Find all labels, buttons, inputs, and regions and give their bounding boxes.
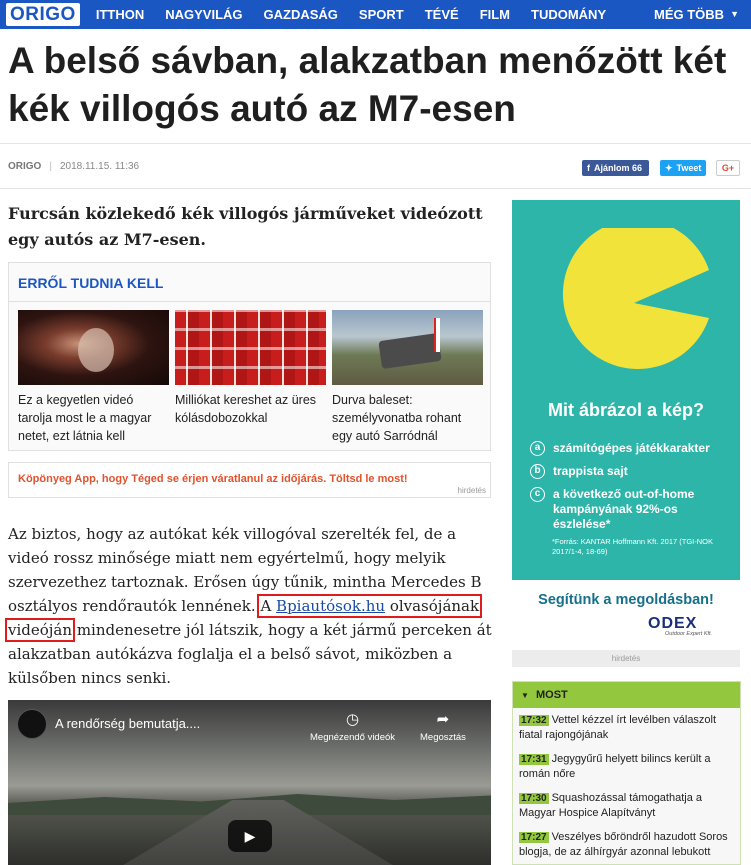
meta-separator: | <box>49 160 52 172</box>
tweet-label: Tweet <box>676 163 702 173</box>
news-item[interactable] <box>513 708 740 747</box>
card-image-accident[interactable] <box>332 310 483 385</box>
share-arrow-icon: ➦ <box>436 711 450 728</box>
pie-shape <box>563 228 709 369</box>
article-date: 2018.11.15. 11:36 <box>59 160 140 172</box>
facebook-icon: f <box>587 163 590 173</box>
option-text: számítógépes játékkarakter <box>553 441 710 455</box>
image-can-rows <box>175 310 326 385</box>
option-letter: b <box>530 464 545 479</box>
bpiautosok-link[interactable]: Bpiautósok.hu <box>276 597 386 615</box>
video-player[interactable] <box>8 700 491 865</box>
ad-fine-print: *Forrás: KANTAR Hoffmann Kft. 2017 (TGI-NOK 2017/1-4, 18-69) <box>552 537 714 556</box>
sidebar-ad-label: hirdetés <box>512 650 740 667</box>
play-icon: ▶ <box>244 828 256 844</box>
news-text[interactable]: Vettel kézzel írt levélben válaszolt fiatal rajongójának <box>519 714 717 741</box>
image-face-shape <box>78 328 114 372</box>
news-text[interactable]: Jegygyűrű helyett bilincs került a román nőre <box>519 753 711 780</box>
nav-item-gazdasag[interactable]: GAZDASÁG <box>263 7 338 22</box>
nav-more-label: MÉG TÖBB <box>654 7 725 22</box>
odex-ad[interactable] <box>512 200 740 580</box>
latest-news-title: MOST <box>535 689 568 701</box>
latest-news-box <box>512 681 741 865</box>
news-item[interactable] <box>513 825 740 864</box>
tweet-button[interactable] <box>660 160 706 176</box>
option-text: trappista sajt <box>553 464 628 478</box>
image-car-shape <box>378 333 441 369</box>
news-text[interactable]: Squashozással támogathatja a Magyar Hospice Alapítványt <box>519 792 703 819</box>
article-meta <box>0 143 751 189</box>
watch-later-button[interactable] <box>310 710 395 743</box>
google-plus-button[interactable] <box>716 160 740 176</box>
latest-news-header[interactable] <box>513 682 740 708</box>
nav-item-teve[interactable]: TÉVÉ <box>424 7 459 22</box>
card-image-video[interactable] <box>18 310 169 385</box>
ad-help-text[interactable]: Segítünk a megoldásban! <box>538 592 714 608</box>
ad-option-b <box>530 464 628 479</box>
news-time: 17:31 <box>521 754 547 765</box>
option-letter: c <box>530 487 545 502</box>
link-prefix: A <box>260 597 277 615</box>
must-know-title: ERRŐL TUDNIA KELL <box>18 275 164 291</box>
news-time: 17:27 <box>521 832 547 843</box>
article-body <box>8 522 495 690</box>
odex-logo[interactable]: ODEX <box>648 615 698 632</box>
must-know-card[interactable] <box>18 310 169 445</box>
news-item[interactable] <box>513 786 740 825</box>
article-source[interactable]: ORIGO <box>8 160 42 172</box>
nav-more-button[interactable] <box>654 0 739 29</box>
ad-question: Mit ábrázol a kép? <box>547 400 705 420</box>
must-know-box <box>8 262 491 451</box>
triangle-down-icon: ▼ <box>521 691 529 700</box>
article-lead: Furcsán közlekedő kék villogós járműveket videózott egy autós az M7-esen. <box>8 204 483 249</box>
clock-icon: ◷ <box>345 711 360 728</box>
ad-option-c <box>530 487 713 532</box>
news-time: 17:32 <box>521 715 547 726</box>
video-title[interactable]: A rendőrség bemutatja.... <box>55 716 201 731</box>
video-share-label: Megosztás <box>420 732 466 743</box>
news-text[interactable]: Veszélyes bőröndről hazudott Soros blogja, de az álhírgyár azonnal lebukott <box>519 831 728 858</box>
koponyeg-ad[interactable] <box>8 462 491 498</box>
facebook-share-label: Ajánlom 66 <box>594 163 643 173</box>
nav-item-itthon[interactable]: ITTHON <box>95 7 145 22</box>
channel-avatar[interactable] <box>17 709 47 739</box>
image-sign-shape <box>434 318 440 352</box>
body-text-part: Az biztos, hogy az autókat kék villogóval szerelték fel, de a videó rossz minősége miatt nem egyértelmű, hogy melyik szervezethez tartoznak. Erősen úgy tűnik, mintha Mercedes B osztályos rendőrautók lennének. <box>8 525 482 615</box>
card-image-cans[interactable] <box>175 310 326 385</box>
card-title[interactable]: Milliókat kereshet az üres kólásdobozokkal <box>175 393 317 425</box>
body-text-part: mindenesetre jól látszik, hogy a két jármű perceken át alakzatban autókázva foglalja el a belső sávot, miközben a külsőben nincs senki. <box>8 621 492 687</box>
koponyeg-ad-text[interactable]: Köpönyeg App, hogy Téged se érjen váratlanul az időjárás. Töltsd le most! <box>18 473 408 485</box>
ad-label: hirdetés <box>457 486 486 495</box>
nav-item-film[interactable]: FILM <box>479 7 511 22</box>
video-share-button[interactable] <box>420 710 466 743</box>
watch-later-label: Megnézendő videók <box>310 732 396 743</box>
twitter-icon: ✦ <box>665 162 673 173</box>
must-know-card[interactable] <box>175 310 326 427</box>
option-text: a következő out-of-home kampányának 92%-os észlelése* <box>553 487 695 531</box>
card-title[interactable]: Ez a kegyetlen videó tarolja most le a magyar netet, ezt látnia kell <box>18 393 152 443</box>
must-know-divider <box>9 301 490 302</box>
origo-logo[interactable]: ORIGO <box>6 3 80 26</box>
article-title: A belső sávban, alakzatban menőzött két kék villogós autó az M7-esen <box>8 40 727 129</box>
odex-logo-subtitle: Outdoor Expert Kft. <box>665 631 713 637</box>
card-title[interactable]: Durva baleset: személyvonatba rohant egy autó Sarródnál <box>332 393 462 443</box>
nav-item-nagyvilag[interactable]: NAGYVILÁG <box>165 7 243 22</box>
facebook-share-button[interactable] <box>582 160 649 176</box>
option-letter: a <box>530 441 545 456</box>
news-time: 17:30 <box>521 793 547 804</box>
pacman-cheese-image <box>559 228 709 378</box>
google-plus-label: G+ <box>721 163 735 173</box>
must-know-card[interactable] <box>332 310 483 445</box>
link-suffix: olvasójának videóján <box>8 597 480 639</box>
chevron-down-icon: ▼ <box>730 9 739 19</box>
top-navigation <box>0 0 751 29</box>
news-item[interactable] <box>513 747 740 786</box>
play-button[interactable] <box>228 820 272 852</box>
ad-option-a <box>530 441 710 456</box>
nav-item-sport[interactable]: SPORT <box>358 7 404 22</box>
nav-item-tudomany[interactable]: TUDOMÁNY <box>531 7 607 22</box>
